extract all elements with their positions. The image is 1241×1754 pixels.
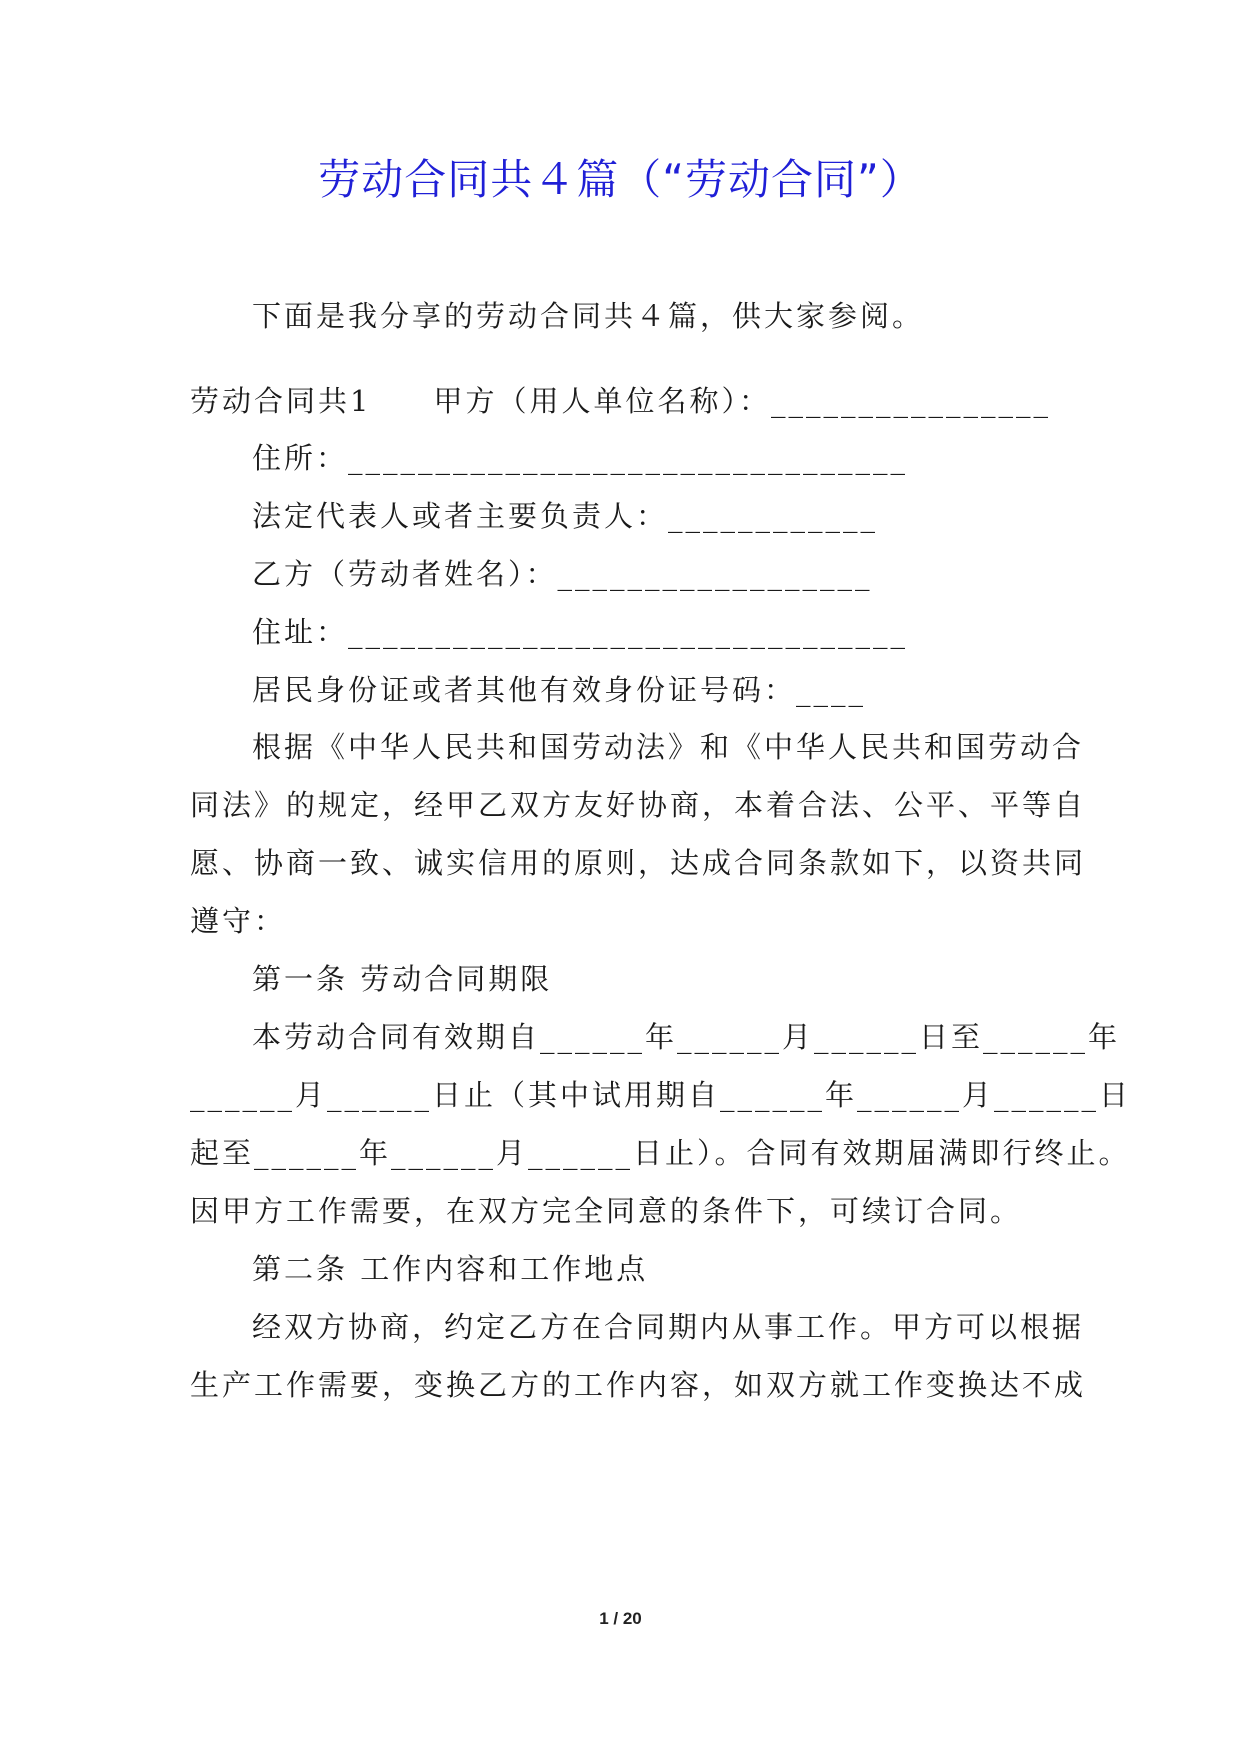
article-2-line: 生产工作需要，变换乙方的工作内容，如双方就工作变换达不成	[190, 1368, 1087, 1402]
article-2-title: 第二条 工作内容和工作地点	[252, 1252, 649, 1286]
article-1-title: 第一条 劳动合同期限	[252, 962, 553, 996]
preamble-line: 遵守：	[190, 904, 287, 938]
preamble-line: 同法》的规定，经甲乙双方友好协商，本着合法、公平、平等自	[190, 788, 1087, 822]
residence-field: 住址：________________________________	[252, 615, 909, 649]
article-1-line: ______月______日止（其中试用期自______年______月______日	[190, 1078, 1132, 1112]
id-number-field: 居民身份证或者其他有效身份证号码：____	[252, 673, 867, 707]
article-2-line: 经双方协商，约定乙方在合同期内从事工作。甲方可以根据	[252, 1310, 1085, 1344]
party-a-field: 甲方（用人单位名称）：________________	[433, 384, 1051, 418]
article-1-line: 因甲方工作需要，在双方完全同意的条件下，可续订合同。	[190, 1194, 1023, 1228]
party-b-field: 乙方（劳动者姓名）：__________________	[252, 557, 873, 591]
preamble-line: 愿、协商一致、诚实信用的原则，达成合同条款如下，以资共同	[190, 846, 1087, 880]
intro-paragraph: 下面是我分享的劳动合同共４篇，供大家参阅。	[252, 299, 925, 333]
address-field: 住所：________________________________	[252, 441, 909, 475]
page-number: 1 / 20	[599, 1609, 642, 1628]
article-1-line: 本劳动合同有效期自______年______月______日至______年	[252, 1020, 1121, 1054]
legal-rep-field: 法定代表人或者主要负责人：____________	[252, 499, 879, 533]
article-1-line: 起至______年______月______日止）。合同有效期届满即行终止。	[190, 1136, 1131, 1170]
section-label: 劳动合同共1	[190, 384, 372, 418]
contract-heading-line	[190, 381, 1051, 421]
preamble-line: 根据《中华人民共和国劳动法》和《中华人民共和国劳动合	[252, 730, 1085, 764]
document-title: 劳动合同共４篇（“劳动合同”）	[318, 155, 923, 204]
